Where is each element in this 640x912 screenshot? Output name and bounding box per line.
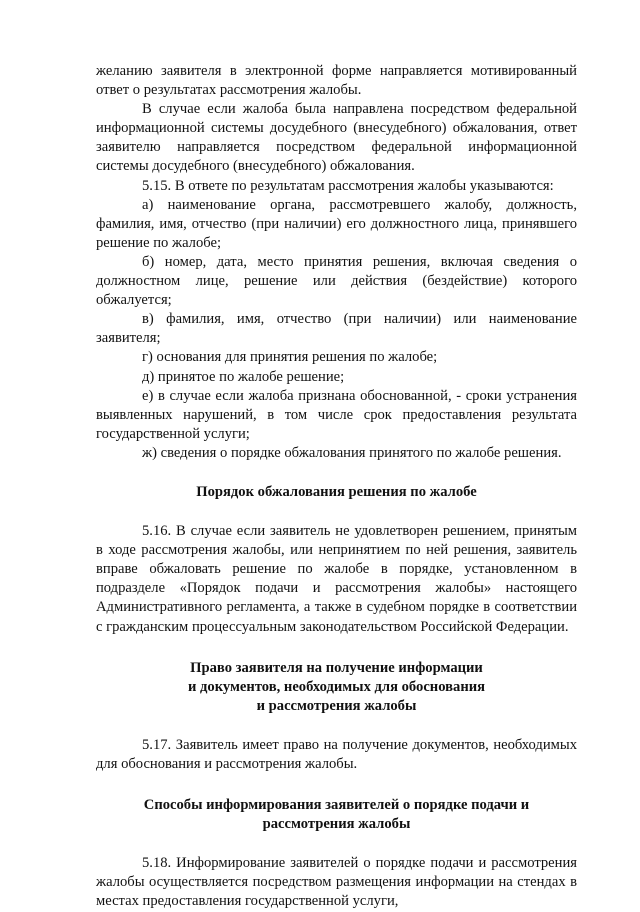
heading-line: Право заявителя на получение информации (190, 659, 483, 676)
paragraph-5-15: 5.15. В ответе по результатам рассмотрения жалобы указываются: (142, 177, 554, 194)
paragraph-5-17: 5.17. Заявитель имеет право на получение документов, необходимых для обоснования и рассмотрения жалобы. (96, 736, 577, 772)
paragraph-5-18: 5.18. Информирование заявителей о порядке подачи и рассмотрения жалобы осуществляется посредством размещения информации на стендах в местах предоставления государственной услуги, (96, 855, 577, 910)
heading-line: Способы информирования заявителей о порядке подачи и (143, 797, 530, 814)
heading-line: рассмотрения жалобы (262, 816, 411, 833)
list-item-zh: ж) сведения о порядке обжалования принятого по жалобе решения. (142, 444, 562, 461)
section-heading-informing (96, 796, 577, 834)
section-heading-rights (96, 659, 577, 716)
document-body (96, 62, 577, 912)
list-item-v: в) фамилия, имя, отчество (при наличии) или наименование заявителя; (96, 311, 577, 347)
list-item-e: е) в случае если жалоба признана обоснованной, - сроки устранения выявленных нарушений, в том числе срок предоставления результата государственной услуги; (96, 387, 577, 442)
heading-line: и рассмотрения жалобы (256, 697, 417, 714)
list-item-a: а) наименование органа, рассмотревшего жалобу, должность, фамилия, имя, отчество (при наличии) его должностного лица, принявшего решение по жалобе; (96, 196, 577, 251)
heading-line: и документов, необходимых для обоснования (187, 678, 486, 695)
list-item-g: г) основания для принятия решения по жалобе; (142, 349, 438, 366)
list-item-d: д) принятое по жалобе решение; (142, 368, 345, 385)
paragraph-federal-system: В случае если жалоба была направлена посредством федеральной информационной системы досудебного (внесудебного) обжалования, ответ заявителю направляется посредством федеральной информационной системы досудебного (внесудебного) обжалования. (96, 101, 577, 175)
list-item-b: б) номер, дата, место принятия решения, включая сведения о должностном лице, решение или действия (бездействие) которого обжалуется; (96, 253, 577, 309)
paragraph-continuation: желанию заявителя в электронной форме направляется мотивированный ответ о результатах рассмотрения жалобы. (96, 63, 577, 99)
paragraph-5-16: 5.16. В случае если заявитель не удовлетворен решением, принятым в ходе рассмотрения жалобы, или непринятием по ней решения, заявитель вправе обжаловать решение по жалобе в порядке, установленном в подразделе «Порядок подачи и рассмотрения жалобы» настоящего Административного регламента, а также в судебном порядке в соответствии с гражданским процессуальным законодательством Российской Федерации. (96, 523, 577, 635)
section-heading-appeal: Порядок обжалования решения по жалобе (196, 483, 477, 500)
